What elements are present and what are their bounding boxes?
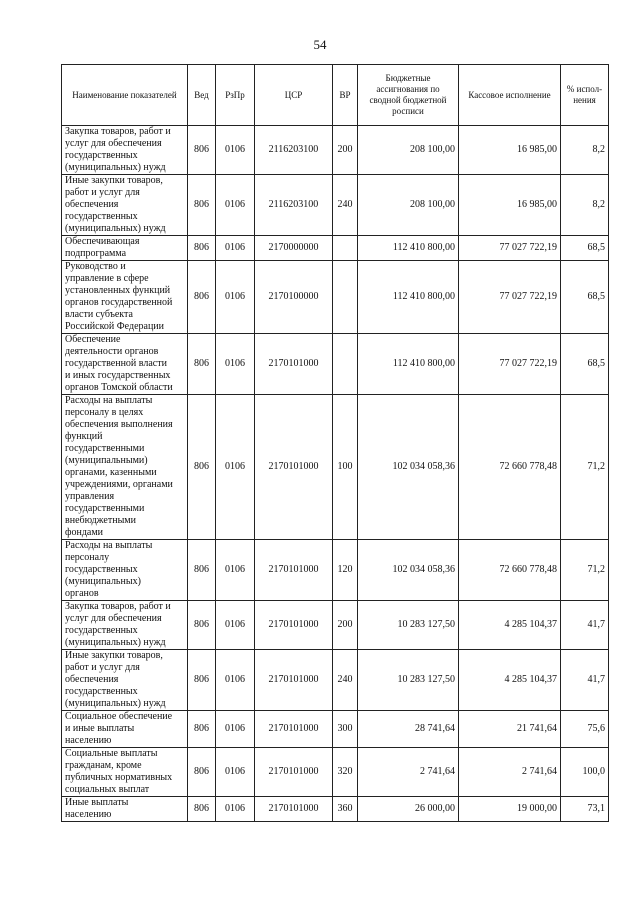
cell-ved: 806 xyxy=(188,748,216,797)
cell-cash: 19 000,00 xyxy=(459,797,561,822)
cell-vr: 200 xyxy=(333,126,358,175)
cell-cash: 16 985,00 xyxy=(459,175,561,236)
cell-name: Обеспечивающая подпрограмма xyxy=(62,236,188,261)
cell-ved: 806 xyxy=(188,236,216,261)
cell-budget: 2 741,64 xyxy=(358,748,459,797)
cell-percent: 8,2 xyxy=(561,175,609,236)
cell-csr: 2170101000 xyxy=(255,334,333,395)
cell-vr: 120 xyxy=(333,540,358,601)
cell-budget: 102 034 058,36 xyxy=(358,395,459,540)
cell-rzpr: 0106 xyxy=(216,540,255,601)
cell-percent: 68,5 xyxy=(561,236,609,261)
page-number: 54 xyxy=(313,37,327,52)
cell-budget: 28 741,64 xyxy=(358,711,459,748)
table-row xyxy=(62,175,609,236)
cell-cash: 4 285 104,37 xyxy=(459,601,561,650)
cell-csr: 2116203100 xyxy=(255,126,333,175)
cell-rzpr: 0106 xyxy=(216,711,255,748)
cell-ved: 806 xyxy=(188,175,216,236)
cell-vr: 240 xyxy=(333,175,358,236)
table-row xyxy=(62,711,609,748)
cell-csr: 2170000000 xyxy=(255,236,333,261)
cell-vr: 320 xyxy=(333,748,358,797)
cell-vr xyxy=(333,334,358,395)
cell-budget: 26 000,00 xyxy=(358,797,459,822)
cell-csr: 2170101000 xyxy=(255,711,333,748)
cell-rzpr: 0106 xyxy=(216,797,255,822)
cell-ved: 806 xyxy=(188,650,216,711)
cell-cash: 77 027 722,19 xyxy=(459,334,561,395)
cell-budget: 208 100,00 xyxy=(358,126,459,175)
header-ved: Вед xyxy=(188,65,216,126)
cell-budget: 208 100,00 xyxy=(358,175,459,236)
table-row xyxy=(62,395,609,540)
cell-vr xyxy=(333,261,358,334)
cell-budget: 112 410 800,00 xyxy=(358,334,459,395)
cell-csr: 2170100000 xyxy=(255,261,333,334)
cell-name: Расходы на выплаты персоналу государственных (муниципальных) органов xyxy=(62,540,188,601)
cell-csr: 2170101000 xyxy=(255,601,333,650)
cell-csr: 2170101000 xyxy=(255,395,333,540)
cell-vr: 360 xyxy=(333,797,358,822)
cell-vr: 100 xyxy=(333,395,358,540)
cell-percent: 41,7 xyxy=(561,650,609,711)
cell-percent: 68,5 xyxy=(561,261,609,334)
table-row xyxy=(62,601,609,650)
table-row xyxy=(62,748,609,797)
cell-cash: 2 741,64 xyxy=(459,748,561,797)
cell-budget: 10 283 127,50 xyxy=(358,601,459,650)
table-row xyxy=(62,540,609,601)
cell-name: Расходы на выплаты персоналу в целях обеспечения выполнения функций государственными (муниципальными) органами, казенными учреждениями, органами управления государственными внебюджетными фондами xyxy=(62,395,188,540)
cell-name: Закупка товаров, работ и услуг для обеспечения государственных (муниципальных) нужд xyxy=(62,601,188,650)
header-cash: Кассовое исполнение xyxy=(459,65,561,126)
table-body xyxy=(62,126,609,822)
cell-ved: 806 xyxy=(188,797,216,822)
cell-percent: 75,6 xyxy=(561,711,609,748)
table-row xyxy=(62,261,609,334)
header-rzpr: РзПр xyxy=(216,65,255,126)
cell-name: Иные закупки товаров, работ и услуг для обеспечения государственных (муниципальных) нужд xyxy=(62,650,188,711)
cell-cash: 4 285 104,37 xyxy=(459,650,561,711)
cell-rzpr: 0106 xyxy=(216,261,255,334)
cell-ved: 806 xyxy=(188,711,216,748)
cell-percent: 71,2 xyxy=(561,395,609,540)
cell-name: Руководство и управление в сфере установленных функций органов государственной власти субъекта Российской Федерации xyxy=(62,261,188,334)
cell-csr: 2170101000 xyxy=(255,797,333,822)
header-percent: % испол-нения xyxy=(561,65,609,126)
table-row xyxy=(62,126,609,175)
table-row xyxy=(62,236,609,261)
cell-ved: 806 xyxy=(188,261,216,334)
cell-ved: 806 xyxy=(188,540,216,601)
cell-rzpr: 0106 xyxy=(216,650,255,711)
cell-name: Иные закупки товаров, работ и услуг для обеспечения государственных (муниципальных) нужд xyxy=(62,175,188,236)
cell-cash: 72 660 778,48 xyxy=(459,540,561,601)
cell-cash: 77 027 722,19 xyxy=(459,236,561,261)
cell-percent: 41,7 xyxy=(561,601,609,650)
cell-budget: 112 410 800,00 xyxy=(358,236,459,261)
cell-budget: 102 034 058,36 xyxy=(358,540,459,601)
cell-rzpr: 0106 xyxy=(216,395,255,540)
header-csr: ЦСР xyxy=(255,65,333,126)
cell-cash: 77 027 722,19 xyxy=(459,261,561,334)
table-row xyxy=(62,650,609,711)
cell-name: Закупка товаров, работ и услуг для обеспечения государственных (муниципальных) нужд xyxy=(62,126,188,175)
cell-budget: 112 410 800,00 xyxy=(358,261,459,334)
cell-name: Обеспечение деятельности органов государственной власти и иных государственных органов Томской области xyxy=(62,334,188,395)
header-name: Наименование показателей xyxy=(62,65,188,126)
cell-vr: 200 xyxy=(333,601,358,650)
cell-rzpr: 0106 xyxy=(216,334,255,395)
cell-name: Социальные выплаты гражданам, кроме публичных нормативных социальных выплат xyxy=(62,748,188,797)
cell-vr: 240 xyxy=(333,650,358,711)
cell-percent: 100,0 xyxy=(561,748,609,797)
header-budget: Бюджетные ассигнования по сводной бюджетной росписи xyxy=(358,65,459,126)
cell-percent: 68,5 xyxy=(561,334,609,395)
cell-ved: 806 xyxy=(188,334,216,395)
cell-budget: 10 283 127,50 xyxy=(358,650,459,711)
cell-vr xyxy=(333,236,358,261)
cell-name: Социальное обеспечение и иные выплаты населению xyxy=(62,711,188,748)
cell-ved: 806 xyxy=(188,395,216,540)
cell-rzpr: 0106 xyxy=(216,236,255,261)
cell-cash: 72 660 778,48 xyxy=(459,395,561,540)
budget-table xyxy=(61,64,609,822)
cell-csr: 2170101000 xyxy=(255,540,333,601)
table-header-row xyxy=(62,65,609,126)
cell-csr: 2170101000 xyxy=(255,650,333,711)
cell-cash: 16 985,00 xyxy=(459,126,561,175)
cell-percent: 73,1 xyxy=(561,797,609,822)
cell-percent: 8,2 xyxy=(561,126,609,175)
cell-name: Иные выплаты населению xyxy=(62,797,188,822)
cell-rzpr: 0106 xyxy=(216,126,255,175)
cell-rzpr: 0106 xyxy=(216,175,255,236)
header-vr: ВР xyxy=(333,65,358,126)
cell-ved: 806 xyxy=(188,126,216,175)
table-row xyxy=(62,334,609,395)
cell-cash: 21 741,64 xyxy=(459,711,561,748)
cell-vr: 300 xyxy=(333,711,358,748)
cell-ved: 806 xyxy=(188,601,216,650)
cell-percent: 71,2 xyxy=(561,540,609,601)
cell-csr: 2170101000 xyxy=(255,748,333,797)
cell-rzpr: 0106 xyxy=(216,748,255,797)
cell-csr: 2116203100 xyxy=(255,175,333,236)
table-row xyxy=(62,797,609,822)
cell-rzpr: 0106 xyxy=(216,601,255,650)
